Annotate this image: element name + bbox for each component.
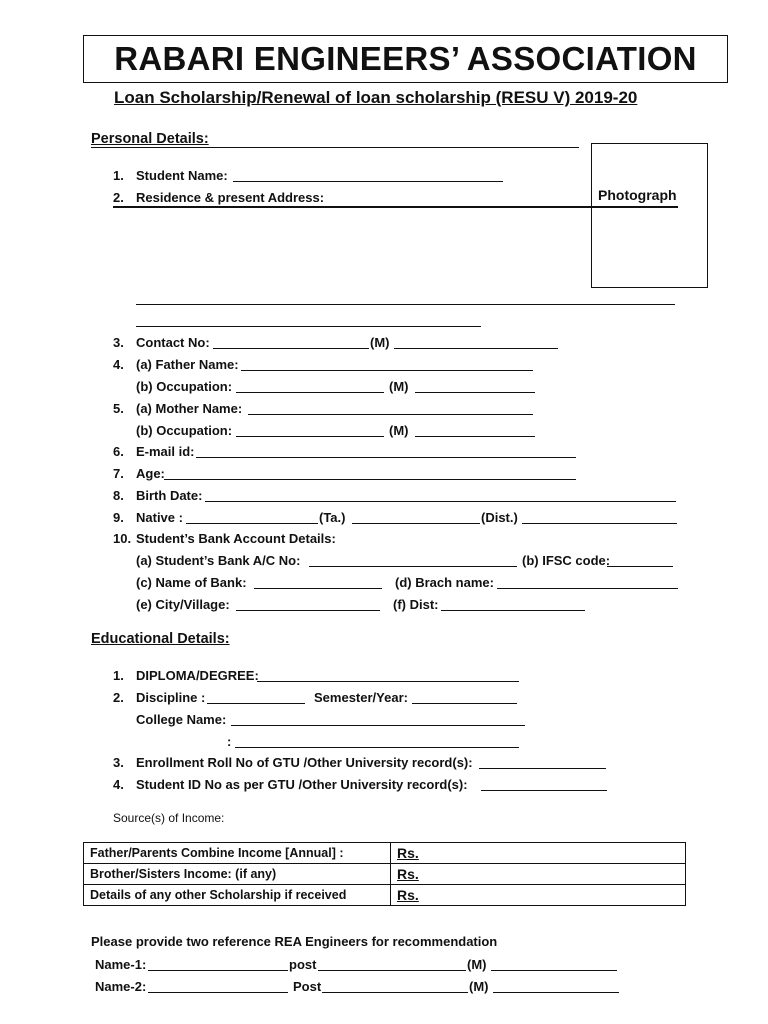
birth-date-label: Birth Date: (136, 488, 203, 503)
email-field[interactable] (196, 457, 576, 458)
district-field[interactable] (522, 523, 677, 524)
city-label: (e) City/Village: (136, 597, 230, 612)
bank-name-field[interactable] (254, 588, 382, 589)
reference-heading: Please provide two reference REA Engineers for recommendation (91, 934, 498, 949)
father-occupation-field[interactable] (236, 392, 384, 393)
bank-name-label: (c) Name of Bank: (136, 575, 247, 590)
ifsc-label: (b) IFSC code: (522, 553, 611, 568)
native-label: Native : (136, 510, 183, 525)
reference-post-label: Post (293, 979, 322, 994)
contact-field[interactable] (213, 348, 369, 349)
item-number: 7. (113, 466, 124, 481)
item-number: 3. (113, 755, 124, 770)
address-field-line-2[interactable] (136, 326, 481, 327)
income-row-value[interactable]: Rs. (391, 864, 686, 885)
reference-2-name-field[interactable] (148, 992, 288, 993)
father-name-field[interactable] (241, 370, 533, 371)
table-row (84, 843, 686, 864)
contact-label: Contact No: (136, 335, 210, 350)
income-heading: Source(s) of Income: (113, 811, 225, 825)
reference-mobile-label: (M) (467, 957, 487, 972)
reference-name-label: Name-1: (95, 957, 147, 972)
personal-details-heading: Personal Details: (91, 131, 209, 147)
college-name-label: College Name: (136, 712, 227, 727)
item-number: 8. (113, 488, 124, 503)
item-number: 3. (113, 335, 124, 350)
item-number: 5. (113, 401, 124, 416)
discipline-field[interactable] (207, 703, 305, 704)
ifsc-field[interactable] (607, 566, 673, 567)
reference-1-name-field[interactable] (148, 970, 288, 971)
photograph-label: Photograph (598, 187, 677, 203)
title-box (83, 35, 728, 83)
table-row (84, 885, 686, 906)
college-name-field[interactable] (231, 725, 525, 726)
photograph-box (591, 143, 708, 288)
address-rule (113, 206, 678, 208)
college-name-field-2[interactable] (235, 747, 519, 748)
birth-date-field[interactable] (205, 501, 676, 502)
age-label: Age: (136, 466, 165, 481)
reference-1-mobile-field[interactable] (491, 970, 617, 971)
diploma-degree-label: DIPLOMA/DEGREE: (136, 668, 259, 683)
income-row-value[interactable]: Rs. (391, 885, 686, 906)
mobile-label: (M) (389, 379, 409, 394)
father-mobile-field[interactable] (415, 392, 535, 393)
father-occupation-label: (b) Occupation: (136, 379, 233, 394)
email-label: E-mail id: (136, 444, 195, 459)
item-number: 1. (113, 168, 124, 183)
income-row-label: Father/Parents Combine Income [Annual] : (84, 843, 391, 864)
bank-account-field[interactable] (309, 566, 517, 567)
income-row-label: Details of any other Scholarship if received (84, 885, 391, 906)
reference-name-label: Name-2: (95, 979, 147, 994)
reference-2-mobile-field[interactable] (493, 992, 619, 993)
enrollment-label: Enrollment Roll No of GTU /Other University record(s): (136, 755, 473, 770)
age-field[interactable] (164, 479, 576, 480)
income-row-label: Brother/Sisters Income: (if any) (84, 864, 391, 885)
item-number: 10. (113, 531, 132, 546)
semester-year-field[interactable] (412, 703, 517, 704)
mother-mobile-field[interactable] (415, 436, 535, 437)
mobile-label: (M) (370, 335, 390, 350)
bank-account-label: (a) Student’s Bank A/C No: (136, 553, 301, 568)
discipline-label: Discipline : (136, 690, 206, 705)
item-number: 2. (113, 690, 124, 705)
reference-1-post-field[interactable] (318, 970, 466, 971)
mother-name-label: (a) Mother Name: (136, 401, 243, 416)
item-number: 4. (113, 357, 124, 372)
educational-details-heading: Educational Details: (91, 631, 230, 647)
taluka-field[interactable] (352, 523, 480, 524)
diploma-degree-field[interactable] (257, 681, 519, 682)
contact-mobile-field[interactable] (394, 348, 558, 349)
native-field[interactable] (186, 523, 318, 524)
taluka-label: (Ta.) (319, 510, 346, 525)
item-number: 9. (113, 510, 124, 525)
heading-rule (91, 147, 579, 148)
page-title: RABARI ENGINEERS’ ASSOCIATION (114, 40, 697, 77)
bank-district-field[interactable] (441, 610, 585, 611)
college-name-continued-label: : (227, 734, 232, 749)
mother-name-field[interactable] (248, 414, 533, 415)
table-row (84, 864, 686, 885)
student-name-field[interactable] (233, 181, 503, 182)
reference-2-post-field[interactable] (322, 992, 468, 993)
semester-year-label: Semester/Year: (314, 690, 408, 705)
mother-occupation-field[interactable] (236, 436, 384, 437)
bank-district-label: (f) Dist: (393, 597, 439, 612)
form-subtitle: Loan Scholarship/Renewal of loan scholarship (RESU V) 2019-20 (114, 88, 638, 107)
income-table (83, 842, 686, 906)
address-label: Residence & present Address: (136, 190, 325, 205)
item-number: 2. (113, 190, 124, 205)
mother-occupation-label: (b) Occupation: (136, 423, 233, 438)
item-number: 6. (113, 444, 124, 459)
income-row-value[interactable]: Rs. (391, 843, 686, 864)
student-id-label: Student ID No as per GTU /Other University record(s): (136, 777, 468, 792)
student-id-field[interactable] (481, 790, 607, 791)
reference-mobile-label: (M) (469, 979, 489, 994)
branch-name-label: (d) Brach name: (395, 575, 494, 590)
address-field-line-1[interactable] (136, 304, 675, 305)
branch-name-field[interactable] (497, 588, 678, 589)
bank-details-label: Student’s Bank Account Details: (136, 531, 336, 546)
mobile-label: (M) (389, 423, 409, 438)
item-number: 1. (113, 668, 124, 683)
reference-post-label: post (289, 957, 317, 972)
student-name-label: Student Name: (136, 168, 228, 183)
item-number: 4. (113, 777, 124, 792)
enrollment-field[interactable] (479, 768, 606, 769)
father-name-label: (a) Father Name: (136, 357, 239, 372)
city-field[interactable] (236, 610, 380, 611)
district-label: (Dist.) (481, 510, 518, 525)
